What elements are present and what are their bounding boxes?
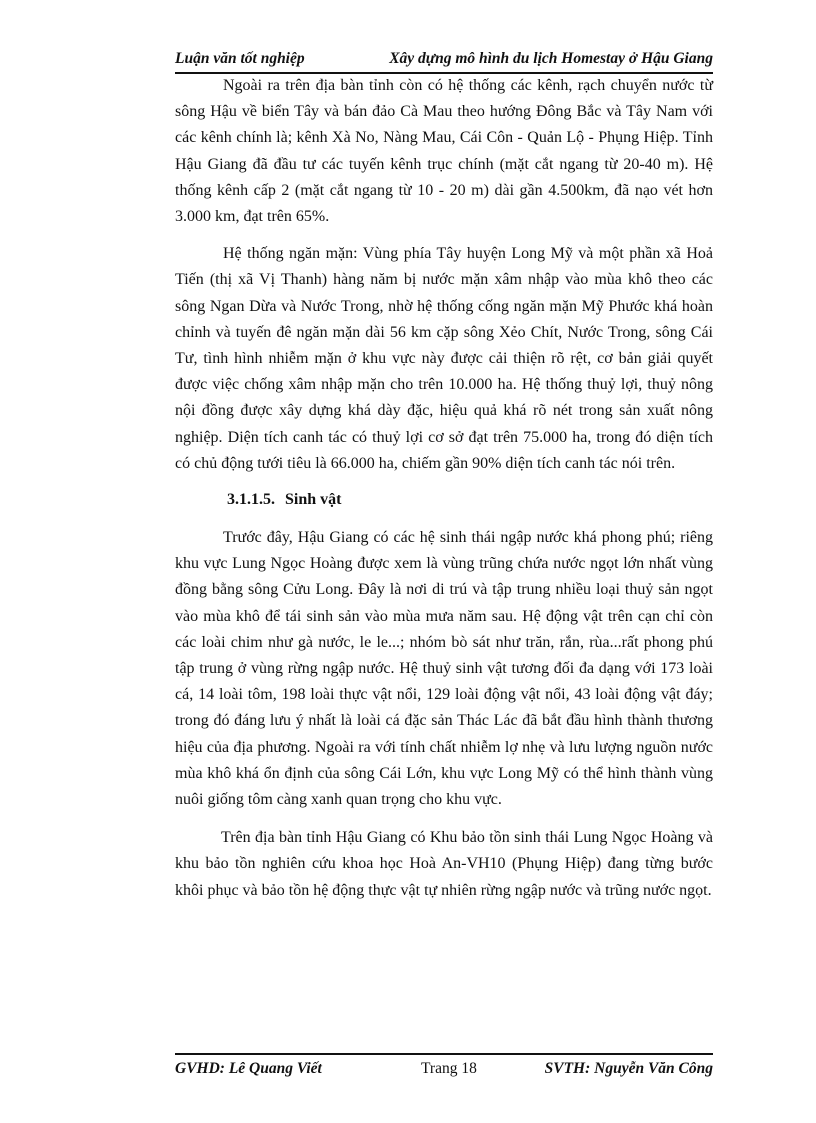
header-thesis-label: Luận văn tốt nghiệp [175,50,305,67]
section-heading [175,489,713,511]
page-header [175,50,713,74]
section-title: Sinh vật [285,491,342,509]
paragraph-canal-system: Ngoài ra trên địa bàn tỉnh còn có hệ thống các kênh, rạch chuyển nước từ sông Hậu về biển Tây và bán đảo Cà Mau theo hướng Đông Bắc và Tây Nam với các kênh chính là; kênh Xà No, Nàng Mau, Cái Côn - Quản Lộ - Phụng Hiệp. Tỉnh Hậu Giang đã đầu tư các tuyến kênh trục chính (mặt cắt ngang từ 20-40 m). Hệ thống kênh cấp 2 (mặt cắt ngang từ 10 - 20 m) dài gần 4.500km, đã nạo vét hơn 3.000 km, đạt trên 65%. [175,77,713,226]
footer-student: SVTH: Nguyễn Văn Công [544,1060,713,1077]
paragraph-salinity-control: Hệ thống ngăn mặn: Vùng phía Tây huyện Long Mỹ và một phần xã Hoả Tiến (thị xã Vị Thanh) hàng năm bị nước mặn xâm nhập vào mùa khô theo các sông Ngan Dừa và Nước Trong, nhờ hệ thống cống ngăn mặn Mỹ Phước khá hoàn chỉnh và tuyến đê ngăn mặn dài 56 km cặp sông Xẻo Chít, Nước Trong, sông Cái Tư, tình hình nhiễm mặn ở khu vực này được cải thiện rõ rệt, cơ bản giải quyết được việc chống xâm nhập mặn cho trên 10.000 ha. Hệ thống thuỷ lợi, thuỷ nông nội đồng được xây dựng khá dày đặc, hiệu quả khá rõ nét trong sản xuất nông nghiệp. Diện tích canh tác có thuỷ lợi cơ sở đạt trên 75.000 ha, trong đó diện tích có chủ động tưới tiêu là 66.000 ha, chiếm gần 90% diện tích canh tác nói trên. [175,245,713,472]
page-footer [175,1053,713,1079]
footer-advisor: GVHD: Lê Quang Viết [175,1060,322,1077]
paragraph-ecosystem: Trước đây, Hậu Giang có các hệ sinh thái ngập nước khá phong phú; riêng khu vực Lung Ngọc Hoàng được xem là vùng trũng chứa nước ngọt lớn nhất vùng đồng bằng sông Cửu Long. Đây là nơi di trú và tập trung nhiều loại thuỷ sản ngọt vào mùa khô để tái sinh sản vào mùa mưa năm sau. Hệ động vật trên cạn chỉ còn các loài chim như gà nước, le le...; nhóm bò sát như trăn, rắn, rùa...rất phong phú tập trung ở vùng rừng ngập nước. Hệ thuỷ sinh vật tương đối đa dạng với 173 loài cá, 14 loài tôm, 198 loài thực vật nổi, 129 loài động vật nổi, 43 loài động vật đáy; trong đó đáng lưu ý nhất là loài cá đặc sản Thác Lác đã bắt đầu hình thành thương hiệu của địa phương. Ngoài ra với tính chất nhiễm lợ nhẹ và lưu lượng nguồn nước mùa khô khá ổn định của sông Cái Lớn, khu vực Long Mỹ có thể hình thành vùng nuôi giống tôm càng xanh quan trọng cho khu vực. [175,529,713,809]
section-number: 3.1.1.5. [227,491,275,509]
paragraph-conservation: Trên địa bàn tỉnh Hậu Giang có Khu bảo tồn sinh thái Lung Ngọc Hoàng và khu bảo tồn nghiên cứu khoa học Hoà An-VH10 (Phụng Hiệp) đang từng bước khôi phục và bảo tồn hệ động thực vật tự nhiên rừng ngập nước và trũng nước ngọt. [175,829,713,899]
page-body [175,73,713,904]
footer-page-number: Trang 18 [421,1060,477,1077]
header-thesis-title: Xây dựng mô hình du lịch Homestay ở Hậu Giang [389,50,713,67]
